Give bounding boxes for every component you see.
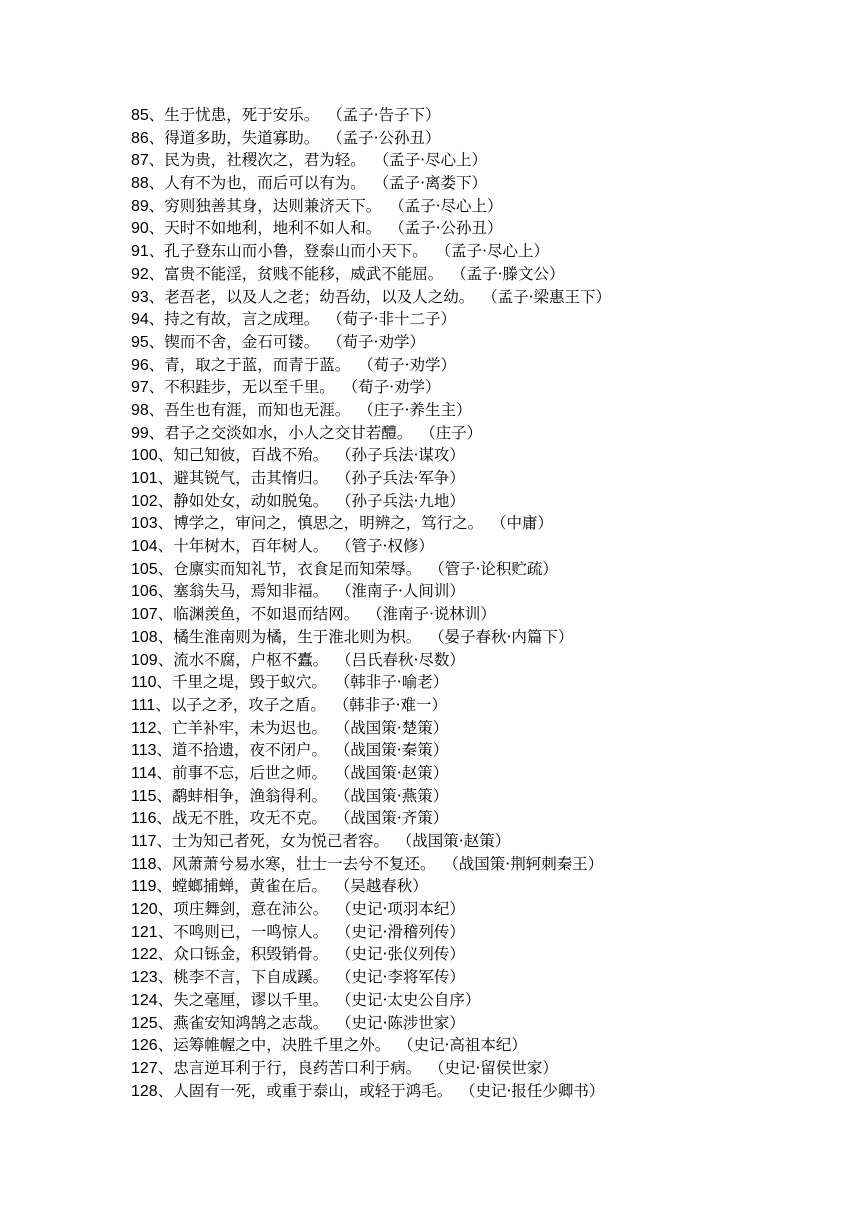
quote-text: 、君子之交淡如水，小人之交甘若醴。: [148, 423, 413, 442]
quote-text: 、静如处女，动如脱兔。: [157, 491, 329, 510]
quote-number: 85: [131, 107, 149, 124]
quote-number: 123: [131, 969, 158, 987]
quote-number: 92: [131, 265, 149, 283]
quote-line: [131, 966, 831, 989]
quote-source: （战国策·赵策）: [342, 763, 449, 782]
quote-source: （荀子·非十二子）: [334, 310, 456, 329]
quote-line: [131, 853, 831, 876]
quote-text: 、不鸣则已，一鸣惊人。: [157, 922, 329, 941]
quote-number: 86: [131, 129, 149, 147]
quote-source: （史记·报任少卿书）: [467, 1081, 605, 1100]
quote-source: （史记·滑稽列传）: [343, 922, 465, 941]
quote-text: 、忠言逆耳利于行，良药苦口利于病。: [157, 1058, 422, 1077]
quote-text: 、生于忧患，死于安乐。: [148, 106, 320, 124]
quote-text: 、螳螂捕蝉，黄雀在后。: [156, 877, 328, 896]
quote-source: （史记·高祖本纪）: [405, 1036, 527, 1055]
quote-text: 、风萧萧兮易水寒，壮士一去兮不复还。: [156, 854, 436, 873]
quote-line: [131, 399, 831, 422]
quote-text: 、知己知彼，百战不殆。: [157, 446, 329, 465]
quote-text: 、以子之矛，攻子之盾。: [155, 695, 326, 714]
quote-text: 、前事不忘，后世之师。: [156, 763, 328, 782]
quote-text: 、士为知己者死，女为悦己者容。: [156, 832, 390, 850]
quote-line: [131, 104, 831, 127]
quote-text: 、流水不腐，户枢不蠹。: [157, 650, 329, 669]
quote-source: （战国策·秦策）: [342, 741, 449, 760]
quote-source: （战国策·赵策）: [404, 832, 511, 850]
quote-number: 127: [131, 1059, 158, 1077]
quote-number: 111: [131, 696, 156, 714]
quote-line: [131, 331, 831, 354]
quote-line: [131, 739, 831, 762]
quote-source: （孟子·告子下）: [334, 106, 441, 124]
quote-number: 118: [131, 855, 157, 873]
quote-line: [131, 1034, 831, 1057]
quote-text: 、富贵不能淫，贫贱不能移，威武不能屈。: [148, 264, 444, 283]
quote-text: 、众口铄金，积毁销骨。: [157, 945, 329, 964]
quote-number: 109: [131, 651, 158, 669]
quote-number: 88: [131, 175, 149, 193]
quote-text: 、穷则独善其身，达则兼济天下。: [148, 196, 382, 215]
quote-number: 91: [131, 243, 149, 261]
quote-line: [131, 875, 831, 898]
quote-source: （中庸）: [498, 514, 553, 533]
quote-line: [131, 603, 831, 626]
quote-number: 108: [131, 628, 158, 646]
quote-text: 、千里之堤，毁于蚁穴。: [156, 673, 328, 692]
quote-number: 101: [131, 470, 158, 487]
quote-line: [131, 943, 831, 966]
quote-text: 、吾生也有涯，而知也无涯。: [148, 400, 351, 419]
quote-list: [131, 104, 831, 1102]
quote-number: 90: [131, 220, 149, 238]
quote-line: [131, 785, 831, 808]
quote-number: 94: [131, 311, 149, 329]
quote-text: 、战无不胜，攻无不克。: [156, 809, 328, 828]
quote-line: [131, 535, 831, 558]
quote-number: 104: [131, 538, 158, 556]
quote-line: [131, 671, 831, 694]
quote-number: 107: [131, 606, 158, 624]
quote-number: 115: [131, 787, 157, 805]
quote-line: [131, 172, 831, 195]
quote-number: 95: [131, 333, 149, 351]
quote-source: （淮南子·人间训）: [343, 582, 465, 601]
quote-line: [131, 240, 831, 263]
quote-source: （淮南子·说林训）: [374, 605, 496, 624]
quote-line: [131, 308, 831, 331]
quote-number: 124: [131, 991, 158, 1009]
quote-text: 、失之毫厘，谬以千里。: [157, 990, 329, 1009]
quote-source: （史记·太史公自序）: [343, 990, 481, 1009]
quote-number: 125: [131, 1014, 158, 1032]
quote-line: [131, 1080, 831, 1103]
quote-text: 、不积跬步，无以至千里。: [148, 378, 335, 397]
quote-number: 126: [131, 1037, 158, 1055]
quote-source: （史记·留侯世家）: [436, 1058, 558, 1077]
quote-line: [131, 762, 831, 785]
quote-source: （吴越春秋）: [342, 877, 428, 896]
quote-source: （战国策·荆轲刺秦王）: [451, 854, 604, 873]
quote-source: （战国策·楚策）: [342, 718, 449, 737]
quote-number: 97: [131, 379, 149, 397]
quote-number: 110: [131, 674, 157, 692]
quote-source: （荀子·劝学）: [350, 378, 441, 397]
quote-number: 128: [131, 1082, 158, 1100]
quote-line: [131, 558, 831, 581]
quote-line: [131, 1012, 831, 1035]
quote-source: （韩非子·喻老）: [342, 673, 449, 692]
quote-line: [131, 807, 831, 830]
quote-source: （庄子·养生主）: [365, 400, 472, 419]
quote-source: （孙子兵法·九地）: [343, 491, 465, 510]
quote-text: 、桃李不言，下自成蹊。: [157, 968, 329, 987]
quote-text: 、锲而不舍，金石可镂。: [148, 332, 320, 351]
quote-text: 、橘生淮南则为橘，生于淮北则为枳。: [157, 627, 422, 646]
quote-number: 96: [131, 356, 149, 374]
quote-source: （孙子兵法·谋攻）: [343, 446, 465, 465]
quote-line: [131, 512, 831, 535]
quote-line: [131, 490, 831, 513]
quote-number: 120: [131, 901, 158, 919]
quote-number: 87: [131, 152, 149, 170]
quote-line: [131, 830, 831, 853]
quote-number: 116: [131, 810, 157, 828]
quote-line: [131, 127, 831, 150]
quote-line: [131, 263, 831, 286]
quote-source: （史记·李将军传）: [343, 968, 465, 987]
quote-text: 、临渊羡鱼，不如退而结网。: [157, 605, 360, 624]
quote-line: [131, 195, 831, 218]
quote-number: 119: [131, 878, 157, 896]
quote-text: 、项庄舞剑，意在沛公。: [157, 900, 329, 919]
quote-source: （管子·论积贮疏）: [436, 559, 558, 578]
quote-text: 、鹬蚌相争，渔翁得利。: [156, 786, 328, 805]
quote-line: [131, 898, 831, 921]
quote-line: [131, 376, 831, 399]
quote-text: 、天时不如地利，地利不如人和。: [148, 219, 382, 238]
quote-text: 、人有不为也，而后可以有为。: [148, 174, 366, 193]
quote-line: [131, 694, 831, 717]
quote-text: 、孔子登东山而小鲁，登泰山而小天下。: [148, 242, 428, 261]
quote-line: [131, 467, 831, 490]
quote-text: 、民为贵，社稷次之，君为轻。: [148, 151, 366, 170]
quote-text: 、得道多助，失道寡助。: [148, 128, 320, 147]
quote-line: [131, 626, 831, 649]
quote-text: 、老吾老，以及人之老；幼吾幼，以及人之幼。: [148, 287, 475, 306]
quote-number: 89: [131, 197, 149, 215]
quote-number: 113: [131, 742, 157, 760]
quote-number: 100: [131, 447, 158, 465]
quote-text: 、仓廪实而知礼节，衣食足而知荣辱。: [157, 559, 422, 578]
quote-number: 105: [131, 560, 158, 578]
quote-source: （战国策·齐策）: [342, 809, 449, 828]
quote-source: （孟子·尽心上）: [381, 151, 487, 170]
quote-source: （晏子春秋·内篇下）: [436, 627, 574, 646]
quote-source: （史记·项羽本纪）: [343, 900, 465, 919]
quote-line: [131, 217, 831, 240]
quote-line: [131, 649, 831, 672]
quote-text: 、运筹帷幄之中，决胜千里之外。: [157, 1036, 391, 1055]
quote-source: （孟子·梁惠王下）: [489, 287, 611, 306]
quote-source: （韩非子·难一）: [341, 695, 448, 714]
quote-line: [131, 580, 831, 603]
quote-text: 、避其锐气，击其惰归。: [157, 469, 329, 487]
quote-source: （荀子·劝学）: [334, 332, 425, 351]
quote-number: 98: [131, 401, 149, 419]
quote-text: 、青，取之于蓝，而青于蓝。: [148, 355, 351, 374]
quote-text: 、塞翁失马，焉知非福。: [157, 582, 329, 601]
quote-line: [131, 989, 831, 1012]
quote-source: （孟子·滕文公）: [458, 264, 565, 283]
quote-line: [131, 921, 831, 944]
quote-source: （孟子·公孙丑）: [396, 219, 503, 238]
quote-source: （管子·权修）: [343, 537, 434, 556]
quote-source: （史记·张仪列传）: [343, 945, 465, 964]
quote-number: 103: [131, 515, 158, 533]
quote-line: [131, 1057, 831, 1080]
quote-line: [131, 149, 831, 172]
quote-text: 、人固有一死，或重于泰山，或轻于鸿毛。: [157, 1081, 453, 1100]
quote-number: 117: [131, 833, 157, 850]
quote-source: （战国策·燕策）: [342, 786, 449, 805]
quote-source: （荀子·劝学）: [365, 355, 456, 374]
quote-text: 、博学之，审问之，慎思之，明辨之，笃行之。: [157, 514, 484, 533]
quote-source: （史记·陈涉世家）: [343, 1013, 465, 1032]
quote-line: [131, 444, 831, 467]
quote-text: 、十年树木，百年树人。: [157, 537, 329, 556]
quote-number: 112: [131, 719, 157, 737]
quote-text: 、亡羊补牢，未为迟也。: [156, 718, 328, 737]
quote-number: 114: [131, 764, 157, 782]
quote-number: 93: [131, 288, 149, 306]
quote-source: （孟子·尽心上）: [443, 242, 549, 261]
quote-text: 、燕雀安知鸿鹄之志哉。: [157, 1013, 329, 1032]
quote-line: [131, 286, 831, 309]
quote-number: 122: [131, 946, 158, 964]
quote-source: （吕氏春秋·尽数）: [343, 650, 465, 669]
quote-source: （孟子·公孙丑）: [334, 128, 441, 147]
quote-number: 99: [131, 424, 149, 442]
quote-text: 、持之有故，言之成理。: [148, 310, 320, 329]
quote-source: （孟子·离娄下）: [381, 174, 487, 193]
quote-line: [131, 717, 831, 740]
quote-text: 、道不拾遗，夜不闭户。: [156, 741, 328, 760]
quote-source: （庄子）: [427, 423, 483, 442]
quote-line: [131, 422, 831, 445]
quote-source: （孟子·尽心上）: [396, 196, 503, 215]
quote-number: 106: [131, 583, 158, 601]
quote-line: [131, 354, 831, 377]
quote-source: （孙子兵法·军争）: [343, 469, 465, 487]
quote-number: 121: [131, 923, 158, 941]
quote-number: 102: [131, 492, 158, 510]
